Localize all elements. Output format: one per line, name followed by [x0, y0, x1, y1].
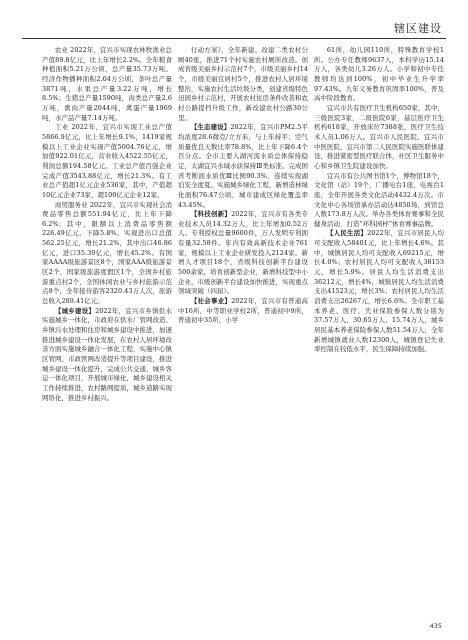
section-heading: 【社会事业】	[190, 297, 232, 306]
paragraph	[178, 123, 308, 210]
paragraph	[178, 210, 308, 297]
paragraph-text: 2022年，宜兴市有普通高中16所，中等职业学校2所，普通初中9所，普通初中35所，小学	[178, 297, 308, 325]
text-column-1	[42, 46, 172, 403]
section-heading: 【生态建设】	[190, 123, 231, 132]
section-heading: 【科技创新】	[190, 210, 232, 219]
paragraph-text: 2022年，宜兴市有各类专业技术人员14.32万人，比上年增加0.52万人。专利授权总量9600件，万人发明专利拥有量32.58件。年内有效高新技术企业761家，规模以上工业企业研发投入2124家。新增人才项目18个，省级科技创新平台建设500余家，培育创新型企业，新增科技型中小企业，市级创新平台建设加快推进，实现重点领域突破（四届）。	[178, 210, 308, 296]
paragraph	[42, 201, 172, 307]
paragraph-text: 2022年，宜兴市乡镇供水实施城乡一体化，市政府在供水厂管网改造、乡镇污水处理和住房和城乡建设中推进，加速推进城乡建设一体化发展，在农村人居环境改善方面实施城乡融合一体化工程，实施中心镇区管网、市政管网改造提升等项目建设，推进城乡建设一体化提升，完成公共交通、城乡客运一体化项目，开展城市绿化，城乡建设相关工作持续推进，农村路网提质，城乡道路实现网络化，推进乡村振兴。	[42, 306, 172, 402]
paragraph-text: 宜兴市有公共图书馆1个，博物馆18个，文化馆（站）19个，广播电台1座，电视台1座，全年开展各类文化活动4432.4万次。市文化中心各场馆承办活动达4850场，到馆总人数173.8万人次。举办各类体育赛事和全民健身活动，打造“环科园杯”体育赛事品牌。	[314, 171, 444, 228]
paragraph	[314, 172, 444, 230]
paragraph-text: 2022年，宜兴市居民人均可支配收入58401元，比上年增长4.6%。其中，城镇居民人均可支配收入69215元，增长4.0%；农村居民人均可支配收入38153元，增长5.9%。居民人均生活消费支出36212元，增长4%，城镇居民人均生活消费支出41523元，增长3%；农村居民人均生活消费支出26267元，增长6.6%。全市职工基本养老、医疗、失业保险参保人数分别为37.57万人、30.65万人、15.74万人，城乡居民基本养老保险参保人数51.54万人，全年新增城镇就业人数12300人，城镇登记失业率控制在较低水平，民生保障持续加强。	[314, 229, 444, 354]
paragraph	[178, 297, 308, 326]
paragraph-text: 宜兴市共有医疗卫生机构650家，其中，三级医院3家，二级医院6家，基层医疗卫生机构618家，开放床位7388张，医疗卫生技术人员1.06万人。宜兴市人民医院、宜兴市中医医院、宜兴市第二人民医院实施医联体建设，推进紧密型医疗联合体，社区卫生服务中心和乡镇卫生院建设加快。	[314, 103, 444, 170]
paragraph	[314, 229, 444, 355]
paragraph-text: 农业 2022年，宜兴市实现农林牧渔业总产值89.8亿元，比上年增长2.2%。全年粮食种植面积5.21万公顷，总产量35.73万吨。经济作物播种面积2.04万公顷，茶叶总产量3871吨，水果总产量3.22万吨，增长8.5%；生猪总产量1590吨，肉类总产量2.6万吨，禽肉产量2044吨，禽蛋产量1969吨，水产品产量7.14万吨。	[42, 46, 172, 122]
section-heading: 【城乡建设】	[54, 306, 96, 315]
paragraph	[42, 123, 172, 200]
header-rule	[22, 38, 446, 39]
text-column-3	[314, 46, 444, 355]
paragraph-text: 工业 2022年，宜兴市实现工业总产值5866.9亿元，比上年增长9.1%，1419家规模以上工业企业实现产值5004.76亿元，增加值922.01亿元，营业收入4522.55亿元，利润总额194.58亿元。工业总产值百强企业完成产值3543.88亿元，增长21.3%。有工业总产值超1亿元企业536家，其中，产值超10亿元企业73家，超100亿元企业12家。	[42, 123, 172, 199]
paragraph	[42, 46, 172, 123]
paragraph-text: 2022年，宜兴市PM2.5平均浓度28.6微克/立方米，与上年持平；空气质量优良天数比率78.8%，比上年下降6.4个百分点。全市主要入湖河流水质总体保持稳定，太湖宜兴水域水质保持Ⅲ类标准。完成国省考断面水质优Ⅲ比例90.3%，连续实现湖泊安全度夏。实施城乡绿化工程，新增造林绿化面积76.47公顷，城市建成区绿化覆盖率43.45%。	[178, 123, 308, 209]
paragraph-text: 61所，幼儿园110所，特殊教育学校1所。公办专任教师9637人，本科学历15.14万人，各类幼儿3.26万人。小学和初中专任教师均达到100%，初中毕业生升学率97.43%。九年义务教育巩固率100%，普及高中阶段教育。	[314, 46, 444, 103]
paragraph-text: 商贸服务业 2022年，宜兴市实现社会消费品零售总额551.94亿元，比上年下降6.2%；其中，限额以上消费品零售额226.49亿元，下降5.8%。实现进出口总值562.25亿元，增长21.2%，其中出口46.86亿元，进口35.39亿元，增长45.2%。有国家AAAA级旅游景区8个，国家AAA级旅游景区2个，国家级旅游度假区1个，全国乡村旅游重点村2个，全国休闲农业与乡村旅游示范点8个，全年接待游客2320.43万人次，旅游总收入289.41亿元。	[42, 200, 172, 306]
paragraph-text: 行动方案》，全年新建、改建二类农村公厕40座，推进71个村实施农村厕所改造。创成省级美丽乡村示范村7个，市级美丽乡村14个，市级美丽宜居村5个，推进农村人居环境整治，实施农村生活垃圾分类，创建省级特色田园乡村示范村，开展农村住房条件改善和农村公路提档升级工作，新改建农村公路30公里。	[178, 46, 308, 122]
text-column-2	[178, 46, 308, 326]
page-number: 435	[429, 622, 442, 630]
paragraph	[178, 46, 308, 123]
header-title: 辖区建设	[394, 22, 442, 35]
paragraph	[314, 104, 444, 172]
paragraph	[314, 46, 444, 104]
section-heading: 【人民生活】	[326, 229, 368, 238]
paragraph	[42, 307, 172, 404]
